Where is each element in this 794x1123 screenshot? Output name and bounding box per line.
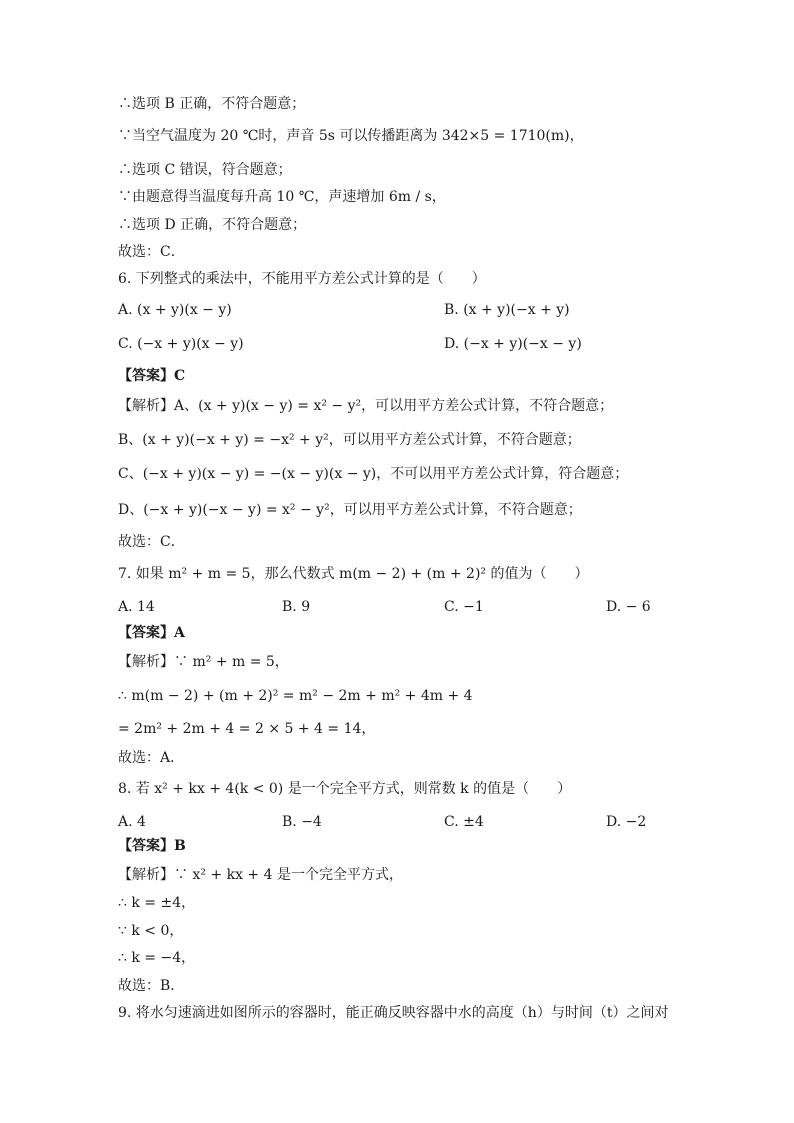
- prev-line-2: ∵当空气温度为 20 ℃时，声音 5s 可以传播距离为 342×5 = 1710(m)，: [118, 128, 584, 144]
- q8-option-c: C. ±4: [444, 814, 484, 830]
- q8-explain-4: ∴ k = −4，: [118, 950, 196, 966]
- prev-line-6: 故选：C．: [118, 244, 185, 260]
- q6-option-c: C. (−x + y)(x − y): [118, 336, 244, 352]
- q8-option-b: B. −4: [282, 814, 322, 830]
- q7-option-a: A. 14: [118, 599, 155, 615]
- q6-explain-5: 故选：C．: [118, 534, 185, 550]
- q7-explain-3: = 2m² + 2m + 4 = 2 × 5 + 4 = 14，: [118, 721, 376, 737]
- q6-option-b: B. (x + y)(−x + y): [444, 302, 570, 318]
- q7-option-b: B. 9: [282, 599, 311, 615]
- q8-answer: 【答案】B: [118, 838, 186, 854]
- q8-explain-1: 【解析】∵ x² + kx + 4 是一个完全平方式，: [118, 867, 403, 883]
- q6-explain-4: D、(−x + y)(−x − y) = x² − y²，可以用平方差公式计算，不符合题意；: [118, 502, 582, 518]
- q7-explain-2: ∴ m(m − 2) + (m + 2)² = m² − 2m + m² + 4m + 4: [118, 688, 473, 704]
- q7-option-d: D. − 6: [606, 599, 651, 615]
- q7-explain-1: 【解析】∵ m² + m = 5，: [118, 654, 289, 670]
- q6-explain-2: B、(x + y)(−x + y) = −x² + y²，可以用平方差公式计算，不符合题意；: [118, 432, 581, 448]
- q7-answer: 【答案】A: [118, 625, 185, 641]
- q7-stem: 7. 如果 m² + m = 5，那么代数式 m(m − 2) + (m + 2)² 的值为（ ）: [118, 566, 589, 582]
- prev-line-1: ∴选项 B 正确，不符合题意；: [118, 96, 306, 112]
- q8-explain-5: 故选：B．: [118, 978, 185, 994]
- prev-line-5: ∴选项 D 正确，不符合题意；: [118, 217, 307, 233]
- q6-option-d: D. (−x + y)(−x − y): [444, 336, 582, 352]
- q7-explain-4: 故选：A．: [118, 750, 185, 766]
- prev-line-3: ∴选项 C 错误，符合题意；: [118, 162, 292, 178]
- q6-explain-3: C、(−x + y)(x − y) = −(x − y)(x − y)，不可以用平方差公式计算，符合题意；: [118, 466, 629, 482]
- q8-stem: 8. 若 x² + kx + 4(k < 0) 是一个完全平方式，则常数 k 的值是（ ）: [118, 781, 572, 797]
- q6-answer: 【答案】C: [118, 368, 186, 384]
- q6-option-a: A. (x + y)(x − y): [118, 302, 232, 318]
- q9-stem: 9. 将水匀速滴进如图所示的容器时，能正确反映容器中水的高度（h）与时间（t）之间对: [118, 1005, 669, 1021]
- q8-option-a: A. 4: [118, 814, 146, 830]
- q8-explain-3: ∵ k < 0，: [118, 923, 184, 939]
- q6-stem: 6. 下列整式的乘法中，不能用平方差公式计算的是（ ）: [118, 271, 486, 287]
- prev-line-4: ∵由题意得当温度每升高 10 ℃，声速增加 6m / s，: [118, 189, 446, 205]
- q8-option-d: D. −2: [606, 814, 647, 830]
- q8-explain-2: ∴ k = ±4，: [118, 895, 196, 911]
- q7-option-c: C. −1: [444, 599, 484, 615]
- q6-explain-1: 【解析】A、(x + y)(x − y) = x² − y²，可以用平方差公式计算，不符合题意；: [118, 398, 614, 414]
